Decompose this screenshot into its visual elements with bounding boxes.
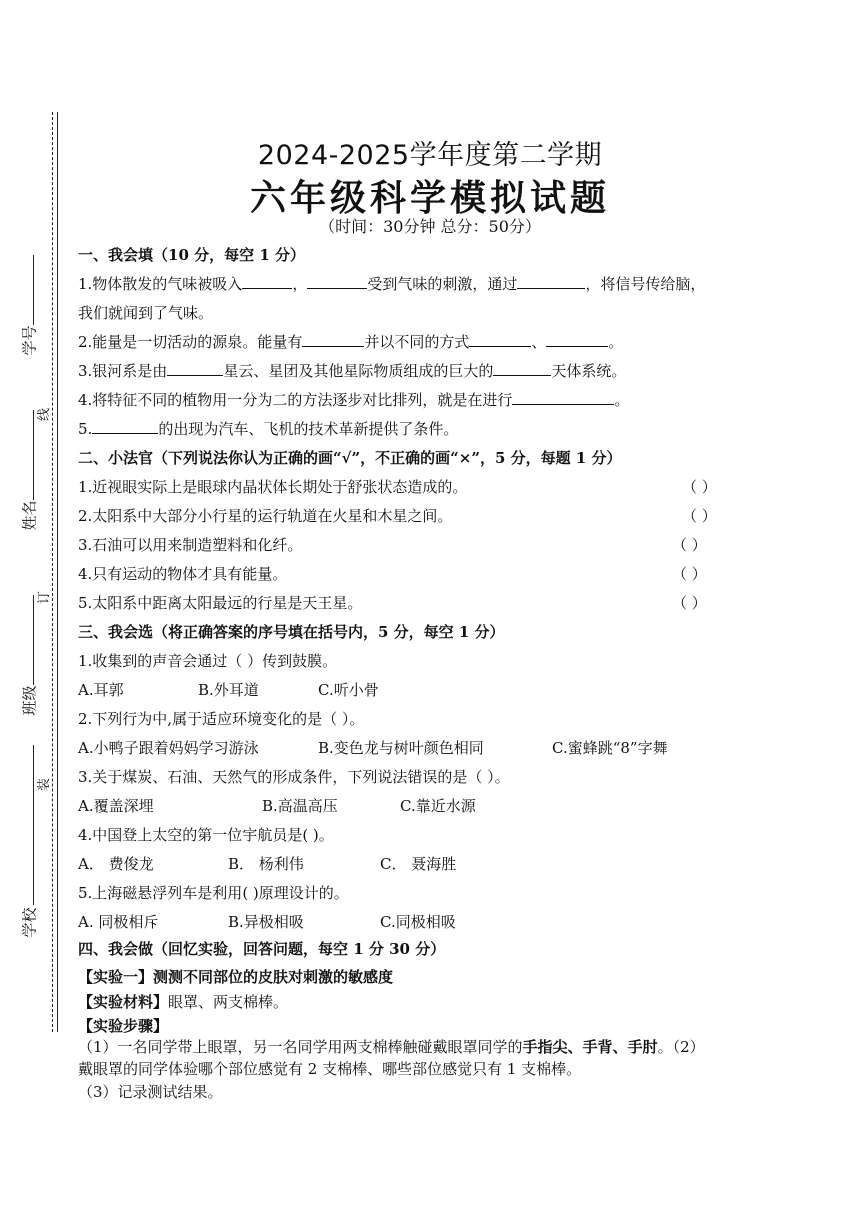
blank[interactable] [167,361,223,376]
option-c: C.同极相吸 [380,913,456,931]
class-label: 班级 [20,685,39,716]
option-b: B． 杨利伟 [228,855,304,873]
binding-dashed-line [52,112,53,1032]
school-label: 学校 [20,907,39,938]
s1-q1-cont: 我们就闻到了气味。 [78,304,214,322]
s2-item: 5.太阳系中距离太阳最远的行星是天王星。 [78,594,363,612]
s3-stem: 2.下列行为中,属于适应环境变化的是（ ）。 [78,710,365,728]
option-b: B.高温高压 [262,797,338,815]
blank[interactable] [307,274,367,289]
option-b: B.外耳道 [198,681,259,699]
s3-stem: 3.关于煤炭、石油、天然气的形成条件，下列说法错误的是（ ）。 [78,768,510,786]
s1-q3: 3.银河系是由 星云、星团及其他星际物质组成的巨大的 天体系统。 [78,362,627,380]
exam-meta: （时间：30分钟 总分：50分） [319,217,541,236]
step-3: （3）记录测试结果。 [78,1083,223,1101]
option-c: C.听小骨 [318,681,379,699]
answer-paren[interactable]: （ ） [672,536,707,554]
s3-stem: 5.上海磁悬浮列车是利用( )原理设计的。 [78,884,349,902]
binding-solid-line [57,112,58,1032]
materials-line: 【实验材料】眼罩、两支棉棒。 [78,993,289,1011]
exam-title: 六年级科学模拟试题 [249,178,610,219]
s2-item: 3.石油可以用来制造塑料和化纤。 [78,536,303,554]
student-id-field[interactable] [33,255,34,325]
option-a: A． 费俊龙 [78,855,154,873]
s1-q5: 5. 的出现为汽车、飞机的技术革新提供了条件。 [78,420,459,438]
blank[interactable] [92,419,158,434]
option-c: C.靠近水源 [400,797,476,815]
s3-stem: 4.中国登上太空的第一位宇航员是( )。 [78,826,334,844]
blank[interactable] [469,332,531,347]
answer-paren[interactable]: （ ） [682,507,717,525]
option-a: A. 同极相斥 [78,913,159,931]
blank[interactable] [512,390,614,405]
option-a: A.小鸭子跟着妈妈学习游泳 [78,739,259,757]
blank[interactable] [546,332,608,347]
blank[interactable] [302,332,364,347]
option-c: C． 聂海胜 [380,855,457,873]
s1-q1: 1.物体散发的气味被吸入 ， 受到气味的刺激，通过 ，将信号传给脑， [78,275,706,293]
blank[interactable] [242,274,292,289]
school-field[interactable] [33,745,34,905]
step-1: （1）一名同学带上眼罩，另一名同学用两支棉棒触碰戴眼罩同学的手指尖、手背、手肘。（2） [78,1038,705,1056]
section1-title: 一、我会填（10 分，每空 1 分） [78,246,305,264]
answer-paren[interactable]: （ ） [682,478,717,496]
class-field[interactable] [33,595,34,685]
steps-tag: 【实验步骤】 [78,1017,169,1035]
answer-paren[interactable]: （ ） [672,565,707,583]
option-b: B.变色龙与树叶颜色相同 [318,739,484,757]
step-2: 戴眼罩的同学体验哪个部位感觉有 2 支棉棒、哪些部位感觉只有 1 支棉棒。 [78,1060,582,1078]
s2-item: 1.近视眼实际上是眼球内晶状体长期处于舒张状态造成的。 [78,478,468,496]
section4-title: 四、我会做（回忆实验，回答问题，每空 1 分 30 分） [78,940,446,958]
name-field[interactable] [33,410,34,500]
s2-item: 4.只有运动的物体才具有能量。 [78,565,288,583]
binding-bind-char: 装 [37,777,53,792]
s3-stem: 1.收集到的声音会通过（ ）传到鼓膜。 [78,652,338,670]
student-id-label: 学号 [20,325,39,356]
name-label: 姓名 [20,500,39,531]
binding-line-char: 线 [37,407,53,422]
option-a: A.耳郭 [78,681,124,699]
s1-q4: 4.将特征不同的植物用一分为二的方法逐步对比排列，就是在进行 。 [78,391,630,409]
experiment1-title: 【实验一】测测不同部位的皮肤对刺激的敏感度 [78,968,394,986]
blank[interactable] [517,274,585,289]
s2-item: 2.太阳系中大部分小行星的运行轨道在火星和木星之间。 [78,507,453,525]
binding-order-char: 订 [37,590,53,605]
s1-q2: 2.能量是一切活动的源泉。能量有 并以不同的方式 、 。 [78,333,624,351]
section3-title: 三、我会选（将正确答案的序号填在括号内，5 分，每空 1 分） [78,623,505,641]
answer-paren[interactable]: （ ） [672,594,707,612]
option-b: B.异极相吸 [228,913,304,931]
blank[interactable] [493,361,551,376]
exam-year-term: 2024-2025学年度第二学期 [257,140,603,171]
section2-title: 二、小法官（下列说法你认为正确的画“√”，不正确的画“×”，5 分，每题 1 分） [78,449,622,467]
option-c: C.蜜蜂跳“8”字舞 [552,739,668,757]
option-a: A.覆盖深埋 [78,797,154,815]
